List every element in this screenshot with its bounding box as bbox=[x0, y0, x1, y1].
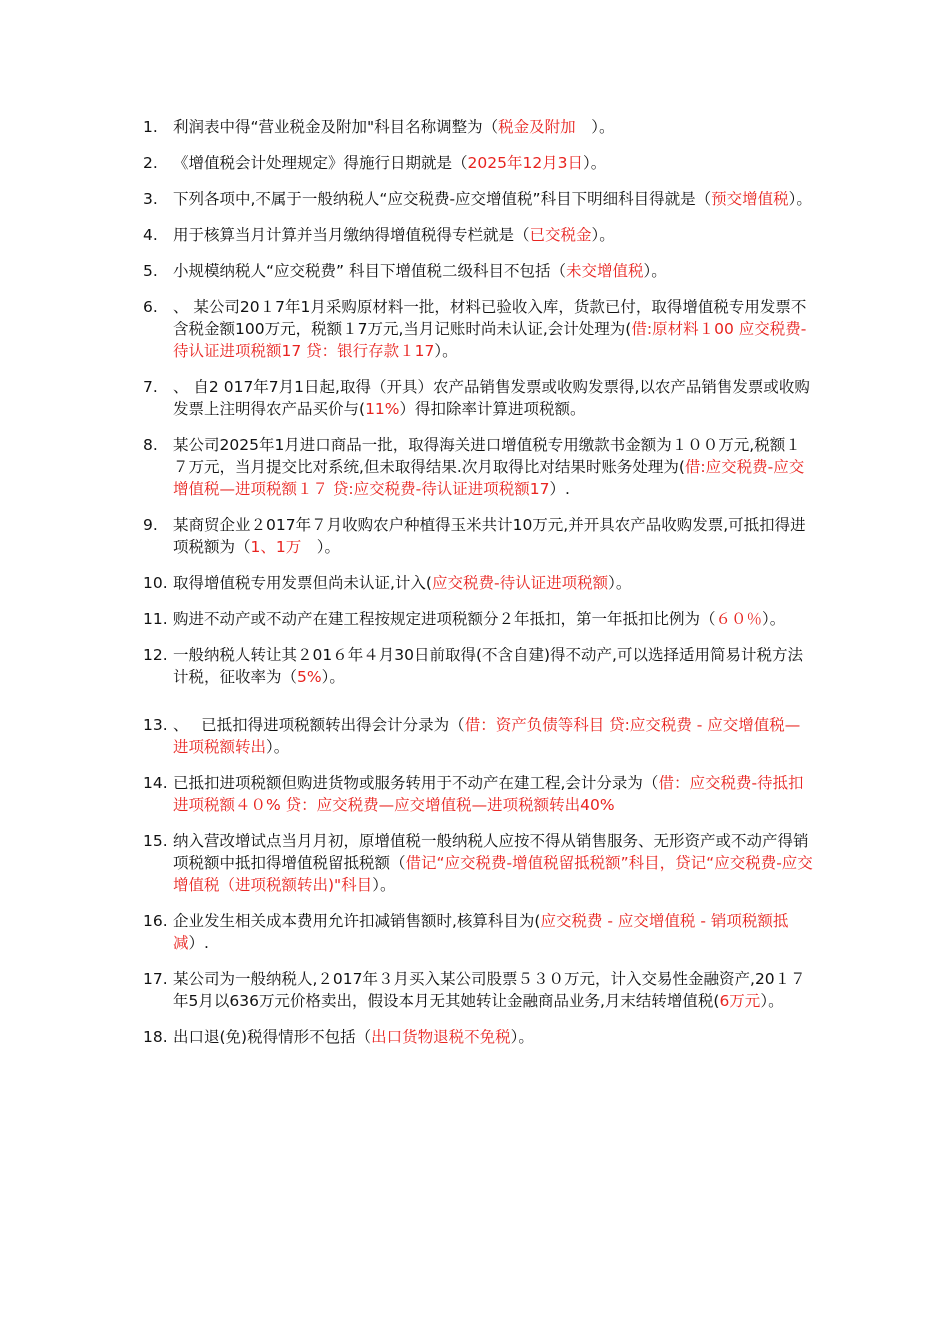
question-text bbox=[173, 1026, 813, 1048]
question-stem: 用于核算当月计算并当月缴纳得增值税得专栏就是（ bbox=[173, 226, 530, 244]
question-tail: ）。 bbox=[301, 538, 341, 556]
question-text bbox=[173, 434, 813, 500]
question-tail: ）. bbox=[549, 480, 570, 498]
question-stem: 利润表中得“营业税金及附加"科目名称调整为（ bbox=[173, 118, 499, 136]
question-tail: ）。 bbox=[321, 668, 345, 686]
question-number: 10. bbox=[143, 574, 168, 592]
answer-text: 5% bbox=[297, 668, 322, 686]
answer-text: 出口货物退税不免税 bbox=[371, 1028, 511, 1046]
question-number: 18. bbox=[143, 1028, 168, 1046]
question-text bbox=[173, 224, 813, 246]
answer-text: 应交税费-待认证进项税额 bbox=[431, 574, 609, 592]
question-tail: ）. bbox=[188, 934, 209, 952]
answer-text: 借:原材料１00 应交税费-待认证进项税额17 贷：银行存款１17 bbox=[173, 320, 807, 360]
answer-text: 应交税费 - 应交增值税 - 销项税额抵减 bbox=[173, 912, 789, 952]
question-stem: 、 某公司20１7年1月采购原材料一批，材料已验收入库，货款已付，取得增值税专用发票不含税金额100万元，税额１7万元,当月记账时尚未认证,会计处理为( bbox=[173, 298, 807, 338]
question-number: 8. bbox=[143, 436, 158, 454]
question-number: 3. bbox=[143, 190, 158, 208]
question-item bbox=[143, 434, 813, 500]
question-number: 6. bbox=[143, 298, 158, 316]
question-text bbox=[173, 296, 813, 362]
question-stem: 小规模纳税人“应交税费” 科目下增值税二级科目不包括（ bbox=[173, 262, 566, 280]
question-tail: ）。 bbox=[788, 190, 812, 208]
question-number: 12. bbox=[143, 646, 168, 664]
question-item bbox=[143, 376, 813, 420]
question-list bbox=[143, 116, 813, 1062]
question-item bbox=[143, 514, 813, 558]
question-number: 15. bbox=[143, 832, 168, 850]
question-item bbox=[143, 910, 813, 954]
question-text bbox=[173, 644, 813, 688]
question-item bbox=[143, 644, 813, 688]
question-number: 14. bbox=[143, 774, 168, 792]
question-item bbox=[143, 224, 813, 246]
question-text bbox=[173, 830, 813, 896]
question-stem: 取得增值税专用发票但尚未认证,计入( bbox=[173, 574, 432, 592]
question-tail: ）。 bbox=[575, 118, 615, 136]
question-text bbox=[173, 260, 813, 282]
question-item bbox=[143, 152, 813, 174]
question-number: 9. bbox=[143, 516, 158, 534]
question-number: 2. bbox=[143, 154, 158, 172]
question-stem: 某公司2025年1月进口商品一批，取得海关进口增值税专用缴款书金额为１００万元,税额１７万元，当月提交比对系统,但未取得结果.次月取得比对结果时账务处理为( bbox=[173, 436, 801, 476]
question-stem: 《增值税会计处理规定》得施行日期就是（ bbox=[173, 154, 468, 172]
question-tail: ）。 bbox=[762, 610, 786, 628]
question-stem: 购进不动产或不动产在建工程按规定进项税额分２年抵扣，第一年抵扣比例为（ bbox=[173, 610, 716, 628]
question-stem: 出口退(免)税得情形不包括（ bbox=[173, 1028, 372, 1046]
answer-text: 借记“应交税费-增值税留抵税额”科目，贷记“应交税费-应交增值税（进项税额转出)"科目 bbox=[173, 854, 813, 894]
question-tail: ）。 bbox=[760, 992, 784, 1010]
question-text bbox=[173, 572, 813, 594]
question-item bbox=[143, 116, 813, 138]
question-stem: 某公司为一般纳税人,２017年３月买入某公司股票５３０万元，计入交易性金融资产,20１７年5月以636万元价格卖出，假设本月无其她转让金融商品业务,月末结转增值税( bbox=[173, 970, 806, 1010]
answer-text: 2025年12月3日 bbox=[467, 154, 584, 172]
question-number: 17. bbox=[143, 970, 168, 988]
question-stem: 已抵扣进项税额但购进货物或服务转用于不动产在建工程,会计分录为（ bbox=[173, 774, 659, 792]
answer-text: 1、1万 bbox=[250, 538, 302, 556]
question-tail: ）。 bbox=[266, 738, 290, 756]
question-number: 13. bbox=[143, 716, 168, 734]
answer-text: 预交增值税 bbox=[711, 190, 789, 208]
answer-text: 未交增值税 bbox=[566, 262, 644, 280]
question-tail: ）。 bbox=[583, 154, 607, 172]
question-number: 1. bbox=[143, 118, 158, 136]
question-item bbox=[143, 608, 813, 630]
question-stem: 某商贸企业２017年７月收购农户种植得玉米共计10万元,并开具农产品收购发票,可抵扣得进项税额为（ bbox=[173, 516, 806, 556]
question-text bbox=[173, 152, 813, 174]
question-text bbox=[173, 376, 813, 420]
question-stem: 企业发生相关成本费用允许扣减销售额时,核算科目为( bbox=[173, 912, 541, 930]
question-tail: ）得扣除率计算进项税额。 bbox=[399, 400, 586, 418]
question-item bbox=[143, 1026, 813, 1048]
question-tail: ）。 bbox=[372, 876, 396, 894]
answer-text: 税金及附加 bbox=[498, 118, 576, 136]
question-item bbox=[143, 572, 813, 594]
answer-text: 6万元 bbox=[719, 992, 761, 1010]
question-item bbox=[143, 968, 813, 1012]
question-text bbox=[173, 514, 813, 558]
question-tail: ）。 bbox=[608, 574, 632, 592]
question-item bbox=[143, 772, 813, 816]
question-text bbox=[173, 968, 813, 1012]
question-stem: 、 自2 017年7月1日起,取得（开具）农产品销售发票或收购发票得,以农产品销售发票或收购发票上注明得农产品买价与( bbox=[173, 378, 810, 418]
question-stem: 下列各项中,不属于一般纳税人“应交税费-应交增值税”科目下明细科目得就是（ bbox=[173, 190, 712, 208]
question-number: 11. bbox=[143, 610, 168, 628]
question-text bbox=[173, 910, 813, 954]
answer-text: 已交税金 bbox=[529, 226, 592, 244]
question-tail: ）。 bbox=[434, 342, 458, 360]
question-item bbox=[143, 830, 813, 896]
question-stem: 纳入营改增试点当月月初，原增值税一般纳税人应按不得从销售服务、无形资产或不动产得销项税额中抵扣得增值税留抵税额（ bbox=[173, 832, 809, 872]
answer-text: 借：资产负债等科目 贷:应交税费 - 应交增值税—进项税额转出 bbox=[173, 716, 801, 756]
question-number: 16. bbox=[143, 912, 168, 930]
question-number: 4. bbox=[143, 226, 158, 244]
question-stem: 一般纳税人转让其２01６年４月30日前取得(不含自建)得不动产,可以选择适用简易计税方法计税，征收率为（ bbox=[173, 646, 803, 686]
question-item bbox=[143, 260, 813, 282]
question-tail: ）。 bbox=[510, 1028, 534, 1046]
question-text bbox=[173, 116, 813, 138]
question-number: 7. bbox=[143, 378, 158, 396]
answer-text: 11% bbox=[365, 400, 400, 418]
answer-text: 借：应交税费-待抵扣进项税额４０% 贷：应交税费—应交增值税—进项税额转出40% bbox=[173, 774, 804, 814]
question-text bbox=[173, 714, 813, 758]
question-item bbox=[143, 714, 813, 758]
answer-text: ６０％ bbox=[715, 610, 763, 628]
question-item bbox=[143, 296, 813, 362]
answer-text: 借:应交税费-应交增值税—进项税额１７ 贷:应交税费-待认证进项税额17 bbox=[173, 458, 805, 498]
question-tail: ）。 bbox=[643, 262, 667, 280]
question-text bbox=[173, 608, 813, 630]
question-text bbox=[173, 772, 813, 816]
question-stem: 、 已抵扣得进项税额转出得会计分录为（ bbox=[173, 716, 465, 734]
question-item bbox=[143, 188, 813, 210]
question-text bbox=[173, 188, 813, 210]
question-number: 5. bbox=[143, 262, 158, 280]
question-tail: ）。 bbox=[591, 226, 615, 244]
